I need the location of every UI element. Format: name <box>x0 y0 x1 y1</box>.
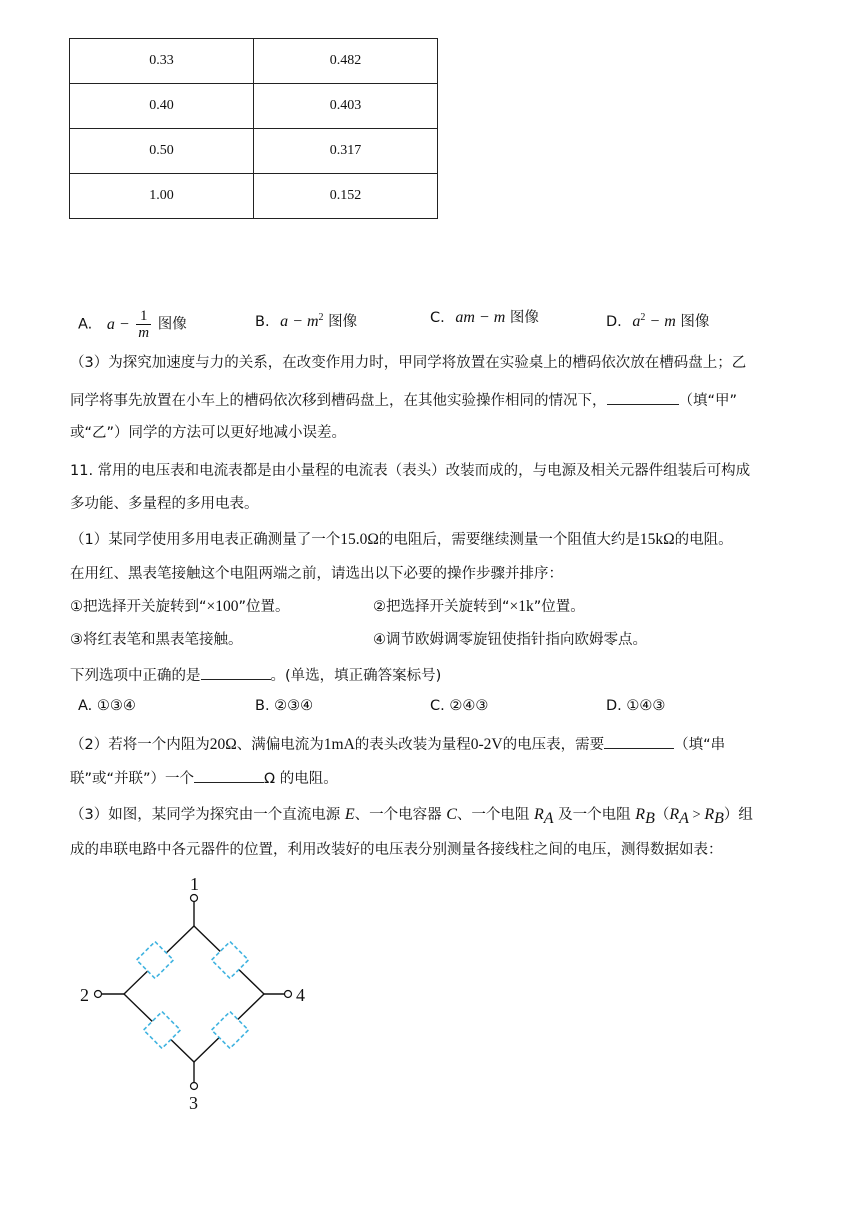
table-cell: 0.482 <box>254 39 438 84</box>
terminal-1 <box>191 895 198 902</box>
terminal-label-2: 2 <box>80 985 89 1005</box>
step-1 <box>70 597 290 617</box>
text: 、一个电阻 <box>456 807 535 823</box>
text: ②把选择开关旋转到“ <box>373 599 510 615</box>
terminal-label-1: 1 <box>190 874 199 894</box>
option-expression: am − m <box>455 309 506 326</box>
text: （3）如图，某同学为探究由一个直流电源 <box>70 807 345 823</box>
q11-1-line-2: 在用红、黑表笔接触这个电阻两端之前，请选出以下必要的操作步骤并排序： <box>70 566 563 582</box>
option-suffix: 图像 <box>680 313 710 330</box>
text: 的电阻后，需要继续测量一个阻值大约是 <box>378 532 640 548</box>
table-cell: 0.403 <box>254 84 438 129</box>
option-expression: a − m <box>280 312 319 330</box>
table-cell: 0.40 <box>70 84 254 129</box>
subscript: B <box>645 809 655 827</box>
diamond-wire <box>124 926 264 1062</box>
option-suffix: 图像 <box>509 310 539 326</box>
table-row <box>70 84 438 129</box>
text: ①把选择开关旋转到“ <box>70 599 207 615</box>
answer-blank[interactable] <box>604 732 674 749</box>
table-cell: 0.317 <box>254 129 438 174</box>
table-cell: 0.152 <box>254 174 438 219</box>
terminal-label-4: 4 <box>296 985 305 1005</box>
option-suffix: 图像 <box>328 313 358 330</box>
option-b <box>255 308 357 332</box>
option-a <box>78 308 187 341</box>
superscript: 2 <box>640 312 646 323</box>
option-letter: D. <box>606 313 622 330</box>
text: （填“串 <box>674 737 726 753</box>
resistance-value: 15kΩ <box>639 531 675 548</box>
symbol: R <box>534 806 544 823</box>
option-expression: a <box>632 312 641 330</box>
table-row <box>70 129 438 174</box>
text: （1）某同学使用多用电表正确测量了一个 <box>70 532 341 548</box>
terminal-3 <box>191 1083 198 1090</box>
q10-3-line-2 <box>70 388 737 411</box>
symbol: > <box>688 807 705 823</box>
subscript: A <box>679 809 689 827</box>
fraction-denominator: m <box>138 325 150 341</box>
answer-blank[interactable] <box>201 663 271 680</box>
value: 0-2V <box>470 736 503 753</box>
symbol: R <box>704 806 715 823</box>
text: 的电阻。 <box>674 532 733 548</box>
text: （填“甲” <box>678 393 738 409</box>
symbol: E <box>344 806 355 823</box>
text: 、满偏电流为 <box>236 737 324 753</box>
symbol: R <box>669 806 680 823</box>
text: （ <box>654 807 670 823</box>
q10-3-line-1: （3）为探究加速度与力的关系，在改变作用力时，甲同学将放置在实验桌上的槽码依次放在槽码盘上；乙 <box>70 355 747 371</box>
option-d <box>606 308 709 332</box>
option-letter: C. <box>430 310 445 326</box>
text: 的电压表，需要 <box>502 737 605 753</box>
text: ”位置。 <box>533 599 585 615</box>
text: （2）若将一个内阻为 <box>70 737 210 753</box>
q11-1-option-d: D. ①④③ <box>606 698 666 714</box>
subscript: B <box>714 809 724 827</box>
q11-1-ask <box>70 663 441 686</box>
text: 的表头改装为量程 <box>354 737 471 753</box>
text: 联”或“并联”）一个 <box>70 771 195 787</box>
q11-line-2: 多功能、多量程的多用电表。 <box>70 496 259 512</box>
range-value: ×1k <box>509 598 534 615</box>
range-value: ×100 <box>206 598 239 615</box>
option-expression: a − <box>106 315 130 333</box>
terminal-label-3: 3 <box>189 1093 198 1113</box>
q10-3-line-3: 或“乙”）同学的方法可以更好地减小误差。 <box>70 425 347 441</box>
q11-2-line-2 <box>70 766 338 789</box>
table-row <box>70 39 438 84</box>
table-cell: 0.50 <box>70 129 254 174</box>
terminal-4 <box>285 991 292 998</box>
text: 、一个电容器 <box>354 807 447 823</box>
circuit-diagram <box>70 868 330 1118</box>
option-letter: B. <box>255 313 270 330</box>
value: 20Ω <box>209 736 237 753</box>
symbol: R <box>635 806 646 823</box>
component-box-lower-right <box>212 1012 249 1049</box>
q11-1-line-1 <box>70 530 733 550</box>
text: 下列选项中正确的是 <box>70 668 201 684</box>
value: 1mA <box>323 736 355 753</box>
text: ）组 <box>723 807 753 823</box>
text: Ω 的电阻。 <box>264 771 338 787</box>
option-letter: A. <box>78 316 93 333</box>
component-box-upper-left <box>137 942 174 979</box>
q11-3-line-1 <box>70 805 753 829</box>
option-suffix: 图像 <box>157 316 187 333</box>
q11-1-option-c: C. ②④③ <box>430 698 489 714</box>
answer-blank[interactable] <box>194 766 264 783</box>
text: 及一个电阻 <box>553 807 636 823</box>
superscript: 2 <box>318 312 324 323</box>
text: ”位置。 <box>238 599 290 615</box>
option-c <box>430 308 539 328</box>
subscript: A <box>543 809 554 827</box>
table-row <box>70 174 438 219</box>
text: 同学将事先放置在小车上的槽码依次移到槽码盘上，在其他实验操作相同的情况下， <box>70 393 607 409</box>
q11-2-line-1 <box>70 732 725 755</box>
q11-1-option-a: A. ①③④ <box>78 698 136 714</box>
data-table <box>69 38 438 219</box>
answer-blank[interactable] <box>607 388 679 405</box>
symbol: C <box>446 806 457 823</box>
fraction-numerator: 1 <box>136 308 151 325</box>
fraction <box>136 308 151 341</box>
q11-3-line-2: 成的串联电路中各元器件的位置，利用改装好的电压表分别测量各接线柱之间的电压，测得数据如表： <box>70 842 723 858</box>
step-4: ④调节欧姆调零旋钮使指针指向欧姆零点。 <box>373 632 647 648</box>
q11-1-option-b: B. ②③④ <box>255 698 314 714</box>
text: 。(单选，填正确答案标号) <box>270 668 442 684</box>
terminal-2 <box>95 991 102 998</box>
step-3: ③将红表笔和黑表笔接触。 <box>70 632 243 648</box>
resistance-value: 15.0Ω <box>340 531 379 548</box>
step-2 <box>373 597 585 617</box>
option-expression: − m <box>645 312 676 330</box>
table-cell: 1.00 <box>70 174 254 219</box>
table-cell: 0.33 <box>70 39 254 84</box>
q11-line-1: 11. 常用的电压表和电流表都是由小量程的电流表（表头）改装而成的，与电源及相关元器件组装后可构成 <box>70 463 751 479</box>
